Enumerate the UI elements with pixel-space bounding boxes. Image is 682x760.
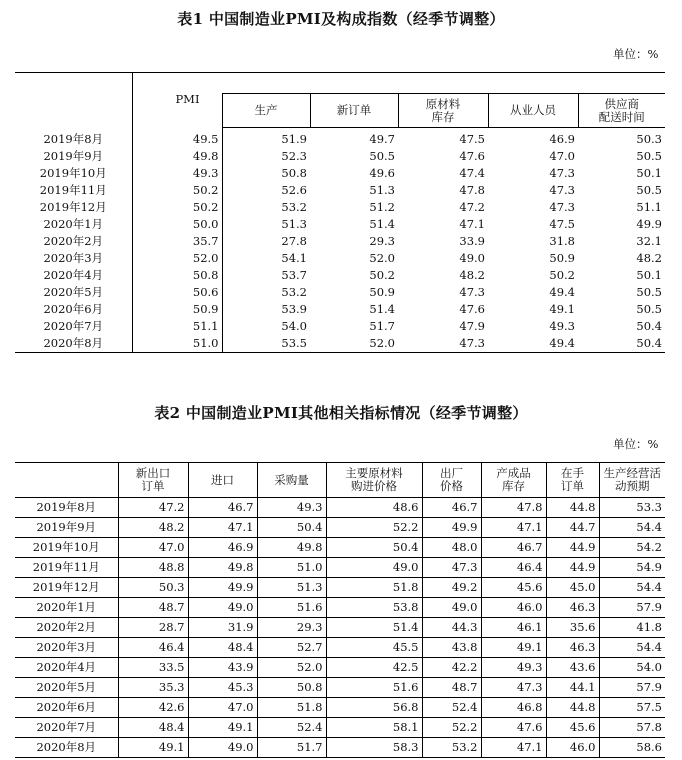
table-cell: 51.1 [636, 200, 662, 214]
table-cell: 52.0 [369, 336, 395, 350]
table-cell: 51.2 [369, 200, 395, 214]
row-label: 2020年7月 [43, 319, 104, 333]
table-cell: 46.8 [481, 698, 546, 718]
table-cell: 58.3 [326, 738, 422, 758]
table-cell: 45.6 [546, 718, 599, 738]
table-cell: 50.0 [132, 216, 222, 233]
table-row [15, 558, 665, 578]
table-cell: 49.7 [369, 132, 395, 146]
row-label-header [15, 463, 118, 498]
header-spacer [222, 73, 665, 94]
table-cell: 51.1 [132, 318, 222, 335]
table-cell: 46.4 [118, 638, 188, 658]
table-cell: 47.3 [549, 183, 575, 197]
table-cell: 51.4 [369, 302, 395, 316]
table-cell: 54.0 [222, 318, 310, 335]
table1-unit: 单位：% [613, 47, 659, 61]
col-header: 原材料 库存 [398, 94, 488, 128]
table-cell: 57.8 [599, 718, 665, 738]
table-cell: 42.5 [326, 658, 422, 678]
table-cell: 57.5 [599, 698, 665, 718]
table-cell: 47.3 [459, 285, 485, 299]
row-label-header [15, 73, 132, 128]
table-cell: 31.9 [188, 618, 257, 638]
table-cell: 44.7 [546, 518, 599, 538]
row-label: 2019年12月 [39, 200, 107, 214]
table-cell: 50.3 [118, 578, 188, 598]
table-row [15, 598, 665, 618]
table-cell: 53.3 [599, 498, 665, 518]
table-cell: 51.3 [369, 183, 395, 197]
table-cell: 53.2 [222, 284, 310, 301]
table-cell: 49.8 [257, 538, 326, 558]
table-cell: 51.0 [132, 335, 222, 353]
row-label: 2019年9月 [15, 518, 118, 538]
table-cell: 47.2 [459, 200, 485, 214]
table-cell: 43.8 [422, 638, 481, 658]
table-cell: 54.1 [222, 250, 310, 267]
table-cell: 48.2 [118, 518, 188, 538]
table-cell: 50.8 [257, 678, 326, 698]
table-cell: 47.5 [459, 132, 485, 146]
table-cell: 48.7 [422, 678, 481, 698]
table-cell: 47.0 [549, 149, 575, 163]
table-cell: 49.2 [422, 578, 481, 598]
table-row [15, 718, 665, 738]
row-label: 2020年6月 [43, 302, 104, 316]
table-cell: 54.4 [599, 578, 665, 598]
row-label: 2020年6月 [15, 698, 118, 718]
row-label: 2020年1月 [15, 598, 118, 618]
table-cell: 49.0 [422, 598, 481, 618]
row-label: 2020年2月 [15, 618, 118, 638]
table-cell: 50.9 [369, 285, 395, 299]
table-cell: 47.2 [118, 498, 188, 518]
table-cell: 47.6 [459, 302, 485, 316]
table-cell: 51.3 [257, 578, 326, 598]
table-cell: 54.4 [599, 638, 665, 658]
col-header: 生产经营活 动预期 [599, 463, 665, 498]
row-label: 2020年7月 [15, 718, 118, 738]
table-row [15, 335, 665, 353]
table-cell: 57.9 [599, 678, 665, 698]
col-header: 从业人员 [488, 94, 578, 128]
table-cell: 52.4 [422, 698, 481, 718]
row-label: 2020年4月 [43, 268, 104, 282]
table-cell: 49.3 [481, 658, 546, 678]
table-cell: 49.6 [369, 166, 395, 180]
table-cell: 47.4 [459, 166, 485, 180]
table-cell: 29.3 [257, 618, 326, 638]
table-cell: 47.1 [481, 518, 546, 538]
table-cell: 47.6 [481, 718, 546, 738]
table-cell: 43.9 [188, 658, 257, 678]
table-cell: 47.3 [481, 678, 546, 698]
col-header: 进口 [188, 463, 257, 498]
table-cell: 53.2 [222, 199, 310, 216]
row-label: 2020年5月 [43, 285, 104, 299]
col-header: 新订单 [310, 94, 398, 128]
table-cell: 48.4 [118, 718, 188, 738]
table-cell: 49.3 [257, 498, 326, 518]
table-cell: 52.4 [257, 718, 326, 738]
table-cell: 50.2 [549, 268, 575, 282]
table-cell: 54.4 [599, 518, 665, 538]
table-cell: 53.2 [422, 738, 481, 758]
table-row [15, 284, 665, 301]
row-label: 2020年5月 [15, 678, 118, 698]
table-cell: 42.2 [422, 658, 481, 678]
table-cell: 52.3 [222, 148, 310, 165]
col-header: 供应商 配送时间 [578, 94, 665, 128]
col-header: 在手 订单 [546, 463, 599, 498]
col-header: 出厂 价格 [422, 463, 481, 498]
table-cell: 49.4 [549, 285, 575, 299]
table-cell: 52.2 [422, 718, 481, 738]
table-cell: 47.5 [549, 217, 575, 231]
pmi-other-indicators-table [15, 462, 665, 758]
table-cell: 43.6 [546, 658, 599, 678]
table-cell: 52.7 [257, 638, 326, 658]
table-cell: 56.8 [326, 698, 422, 718]
table-cell: 44.8 [546, 498, 599, 518]
table-cell: 47.0 [118, 538, 188, 558]
table-cell: 33.9 [459, 234, 485, 248]
table-cell: 45.0 [546, 578, 599, 598]
table-cell: 51.4 [369, 217, 395, 231]
table-cell: 46.4 [481, 558, 546, 578]
table-cell: 50.8 [132, 267, 222, 284]
table-row [15, 165, 665, 182]
table-row [15, 638, 665, 658]
table-cell: 46.9 [549, 132, 575, 146]
table-cell: 45.6 [481, 578, 546, 598]
row-label: 2020年1月 [43, 217, 104, 231]
row-label: 2020年8月 [43, 336, 104, 350]
col-header: 生产 [222, 94, 310, 128]
table-cell: 47.8 [481, 498, 546, 518]
table-row [15, 538, 665, 558]
table-cell: 50.4 [636, 336, 662, 350]
table-cell: 49.9 [636, 217, 662, 231]
table-cell: 52.0 [369, 251, 395, 265]
table-row [15, 658, 665, 678]
table-cell: 50.2 [369, 268, 395, 282]
table-cell: 49.9 [188, 578, 257, 598]
row-label: 2019年8月 [43, 131, 104, 146]
table-cell: 50.5 [636, 302, 662, 316]
table-cell: 50.2 [132, 182, 222, 199]
table-row [15, 216, 665, 233]
table-cell: 51.4 [326, 618, 422, 638]
table-cell: 48.6 [326, 498, 422, 518]
table-cell: 50.4 [257, 518, 326, 538]
row-label: 2020年3月 [15, 638, 118, 658]
table-cell: 52.0 [132, 250, 222, 267]
table-cell: 46.9 [188, 538, 257, 558]
table-row [15, 182, 665, 199]
table-cell: 46.1 [481, 618, 546, 638]
table-cell: 44.9 [546, 558, 599, 578]
table-cell: 49.1 [481, 638, 546, 658]
table-cell: 47.1 [481, 738, 546, 758]
table-cell: 47.3 [549, 166, 575, 180]
table-cell: 47.9 [459, 319, 485, 333]
table-cell: 58.1 [326, 718, 422, 738]
table-row [15, 301, 665, 318]
table-cell: 28.7 [118, 618, 188, 638]
col-header: 产成品 库存 [481, 463, 546, 498]
table-cell: 50.1 [636, 268, 662, 282]
table-cell: 46.0 [546, 738, 599, 758]
row-label: 2019年11月 [39, 183, 107, 197]
table-cell: 44.8 [546, 698, 599, 718]
table-cell: 46.7 [422, 498, 481, 518]
table-cell: 51.0 [257, 558, 326, 578]
table-cell: 42.6 [118, 698, 188, 718]
table-cell: 47.3 [422, 558, 481, 578]
table-cell: 52.0 [257, 658, 326, 678]
table-cell: 35.3 [118, 678, 188, 698]
table-cell: 50.5 [369, 149, 395, 163]
table-cell: 32.1 [636, 234, 662, 248]
table-cell: 46.7 [481, 538, 546, 558]
row-label: 2020年4月 [15, 658, 118, 678]
table-cell: 48.2 [459, 268, 485, 282]
table-cell: 51.8 [257, 698, 326, 718]
table-row [15, 148, 665, 165]
col-header: 主要原材料 购进价格 [326, 463, 422, 498]
table-cell: 29.3 [369, 234, 395, 248]
table-cell: 49.0 [459, 251, 485, 265]
table-cell: 33.5 [118, 658, 188, 678]
table-cell: 35.7 [132, 233, 222, 250]
table-cell: 47.0 [188, 698, 257, 718]
row-label: 2019年10月 [39, 166, 107, 180]
table-cell: 50.9 [549, 251, 575, 265]
table-cell: 52.2 [326, 518, 422, 538]
table-cell: 49.1 [549, 302, 575, 316]
row-label: 2019年11月 [15, 558, 118, 578]
table-cell: 51.7 [257, 738, 326, 758]
table-cell: 44.9 [546, 538, 599, 558]
table-cell: 50.3 [636, 132, 662, 146]
table-row [15, 233, 665, 250]
table-cell: 49.0 [188, 598, 257, 618]
table-cell: 47.1 [459, 217, 485, 231]
table-cell: 51.3 [222, 216, 310, 233]
col-header-pmi: PMI [132, 73, 222, 128]
row-label: 2019年12月 [15, 578, 118, 598]
table-cell: 53.7 [222, 267, 310, 284]
table-cell: 45.3 [188, 678, 257, 698]
row-label: 2020年8月 [36, 740, 97, 754]
table-row [15, 498, 665, 518]
table-cell: 50.4 [636, 319, 662, 333]
table-row [15, 678, 665, 698]
row-label: 2019年8月 [15, 498, 118, 518]
table-cell: 50.1 [636, 166, 662, 180]
table-cell: 57.9 [599, 598, 665, 618]
table-cell: 45.5 [326, 638, 422, 658]
table-row [15, 618, 665, 638]
table-cell: 58.6 [599, 738, 665, 758]
table-cell: 49.3 [132, 165, 222, 182]
table-cell: 49.8 [132, 148, 222, 165]
table1-title: 表1 中国制造业PMI及构成指数（经季节调整） [177, 10, 505, 28]
table-row [15, 738, 665, 758]
table-cell: 50.5 [636, 183, 662, 197]
pmi-composition-table [15, 72, 665, 353]
table-cell: 48.7 [118, 598, 188, 618]
table-cell: 47.1 [188, 518, 257, 538]
row-label: 2020年3月 [43, 251, 104, 265]
table-cell: 44.1 [546, 678, 599, 698]
table-cell: 50.5 [636, 285, 662, 299]
table-row [15, 518, 665, 538]
table-cell: 49.8 [188, 558, 257, 578]
table-cell: 52.6 [222, 182, 310, 199]
row-label: 2019年9月 [43, 149, 104, 163]
table-cell: 49.1 [188, 718, 257, 738]
table-cell: 31.8 [549, 234, 575, 248]
table-cell: 48.0 [422, 538, 481, 558]
table-cell: 50.4 [326, 538, 422, 558]
table-cell: 47.3 [549, 200, 575, 214]
table-cell: 48.2 [636, 251, 662, 265]
table-cell: 53.5 [222, 335, 310, 353]
table-row [15, 318, 665, 335]
col-header: 采购量 [257, 463, 326, 498]
table-cell: 54.9 [599, 558, 665, 578]
table-cell: 48.8 [118, 558, 188, 578]
row-label: 2020年2月 [43, 234, 104, 248]
table-cell: 49.0 [188, 738, 257, 758]
table-cell: 46.0 [481, 598, 546, 618]
table-cell: 50.5 [636, 149, 662, 163]
table-cell: 47.6 [459, 149, 485, 163]
table-cell: 49.9 [422, 518, 481, 538]
table-cell: 50.6 [132, 284, 222, 301]
table-cell: 53.8 [326, 598, 422, 618]
table-cell: 48.4 [188, 638, 257, 658]
table-row [15, 578, 665, 598]
table-cell: 49.5 [132, 128, 222, 149]
table-cell: 50.8 [222, 165, 310, 182]
table-row [15, 250, 665, 267]
table-row [15, 199, 665, 216]
col-header: 新出口 订单 [118, 463, 188, 498]
table-cell: 54.0 [599, 658, 665, 678]
table-cell: 47.8 [459, 183, 485, 197]
table-cell: 51.7 [369, 319, 395, 333]
table-cell: 35.6 [546, 618, 599, 638]
table-cell: 51.9 [222, 128, 310, 149]
table-cell: 41.8 [599, 618, 665, 638]
table-cell: 51.8 [326, 578, 422, 598]
table-cell: 46.3 [546, 638, 599, 658]
table2-title: 表2 中国制造业PMI其他相关指标情况（经季节调整） [154, 404, 528, 422]
table-cell: 49.4 [549, 336, 575, 350]
table-cell: 50.2 [132, 199, 222, 216]
table-cell: 49.0 [326, 558, 422, 578]
table-cell: 51.6 [326, 678, 422, 698]
table2-unit: 单位：% [613, 437, 659, 451]
table-cell: 46.7 [188, 498, 257, 518]
table-cell: 53.9 [222, 301, 310, 318]
table-row [15, 267, 665, 284]
table-cell: 49.3 [549, 319, 575, 333]
table-cell: 27.8 [222, 233, 310, 250]
row-label: 2019年10月 [15, 538, 118, 558]
table-cell: 44.3 [422, 618, 481, 638]
table-cell: 51.6 [257, 598, 326, 618]
table-row [15, 698, 665, 718]
table-row [15, 128, 665, 149]
table-cell: 46.3 [546, 598, 599, 618]
table-cell: 50.9 [132, 301, 222, 318]
table-cell: 54.2 [599, 538, 665, 558]
table-cell: 47.3 [459, 336, 485, 350]
table-cell: 49.1 [118, 738, 188, 758]
